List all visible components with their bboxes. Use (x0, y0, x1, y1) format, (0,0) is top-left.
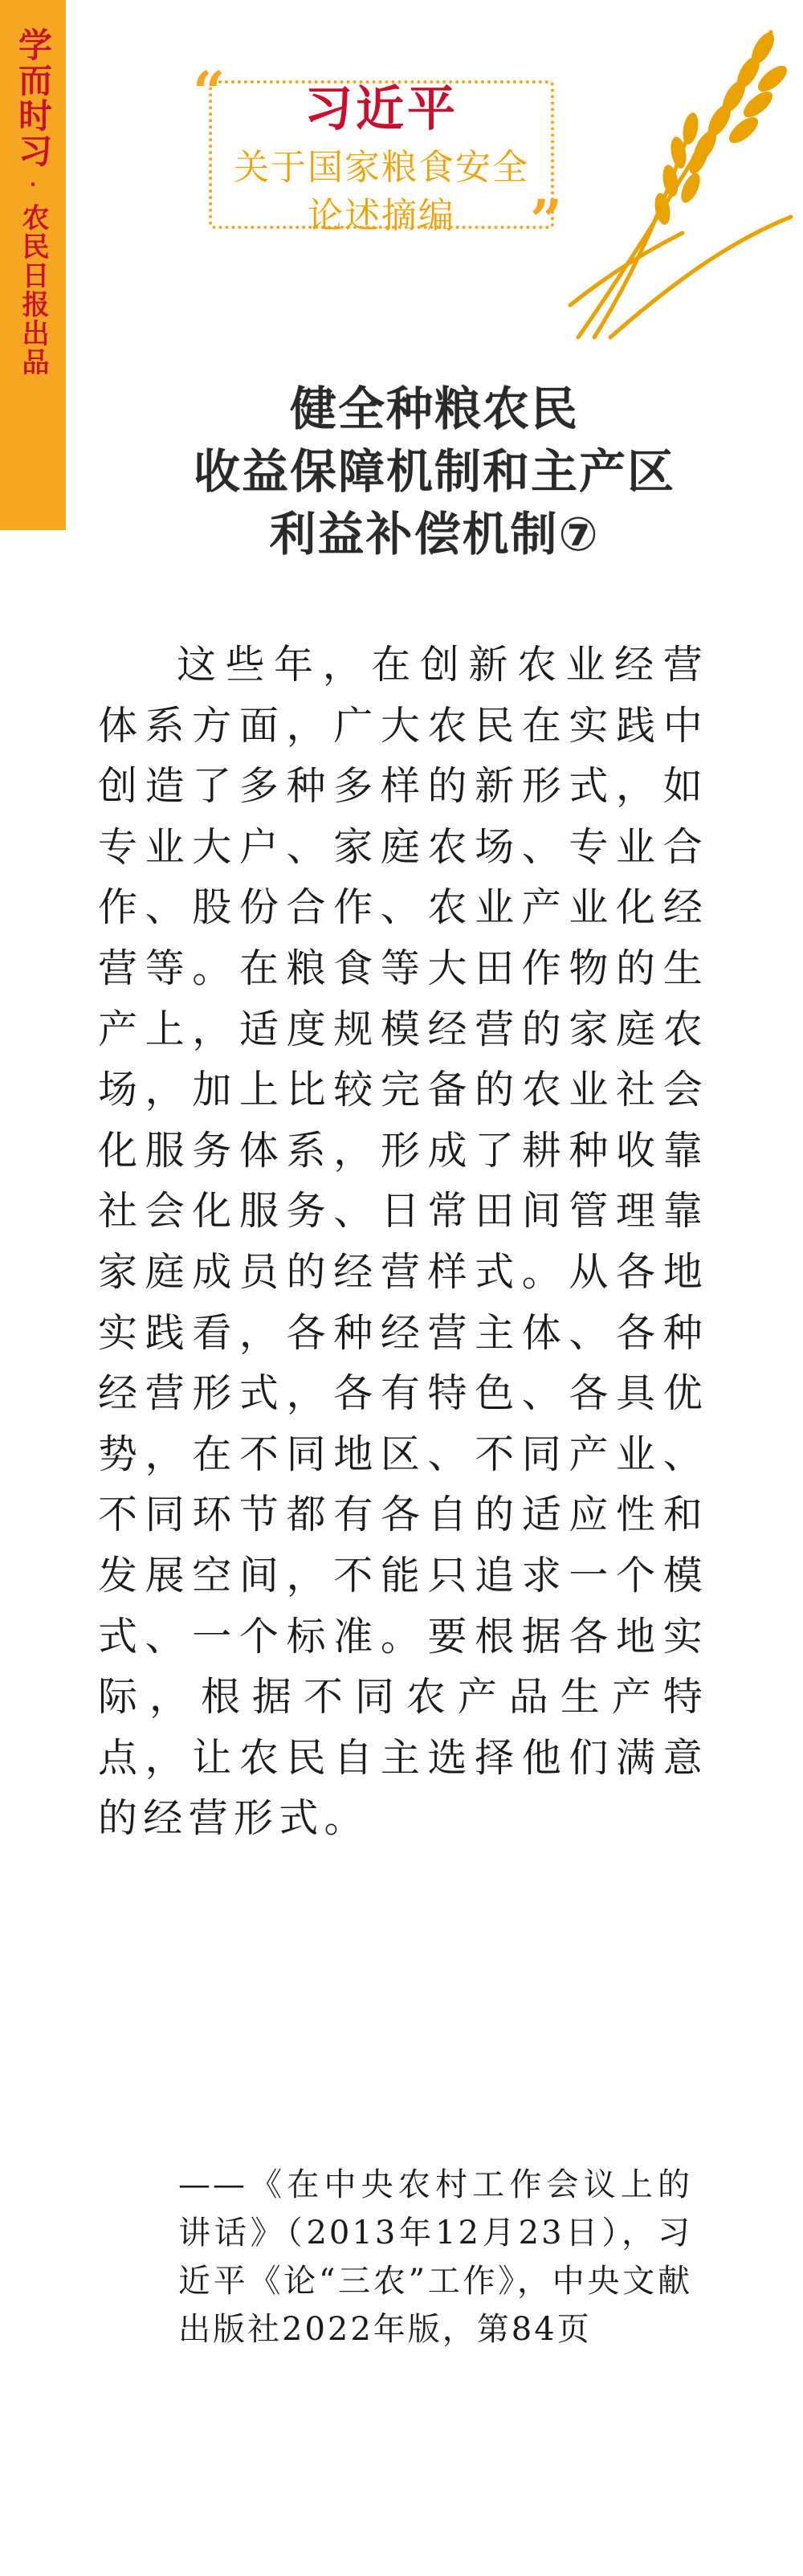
title-line1: 健全种粮农民 (289, 382, 579, 436)
article-title (66, 378, 803, 565)
close-quote-icon: ” (530, 187, 563, 254)
header-subtitle-line1: 关于国家粮食安全 (234, 147, 529, 188)
header-name: 习近平 (304, 81, 459, 137)
title-line2: 收益保障机制和主产区 (193, 444, 675, 499)
side-tab-separator: · (22, 175, 43, 197)
wheat-icon (562, 16, 795, 345)
title-line3: 利益补偿机制⑦ (269, 507, 600, 561)
source-citation: ——《在中央农村工作会议上的讲话》（2013年12月23日），习近平《论“三农”工作》，中央文献出版社2022年版，第84页 (178, 2166, 692, 2348)
side-tab (0, 0, 66, 530)
side-tab-source: 农民日报出品 (17, 203, 49, 377)
side-tab-brand: 学而时习 (14, 27, 53, 169)
open-quote-icon: “ (193, 59, 226, 125)
body-paragraph: 这些年，在创新农业经营体系方面，广大农民在实践中创造了多种多样的新形式，如专业大户、家庭农场、专业合作、股份合作、农业产业化经营等。在粮食等大田作物的生产上，适度规模经营的家庭农场，加上比较完备的农业社会化服务体系，形成了耕种收靠社会化服务、日常田间管理靠家庭成员的经营样式。从各地实践看，各种经营主体、各种经营形式，各有特色、各具优势，在不同地区、不同产业、不同环节都有各自的适应性和发展空间，不能只追求一个模式、一个标准。要根据各地实际，根据不同农产品生产特点，让农民自主选择他们满意的经营形式。 (98, 642, 708, 1842)
header-subtitle-line2: 论述摘编 (308, 195, 455, 236)
header-banner (193, 48, 610, 254)
